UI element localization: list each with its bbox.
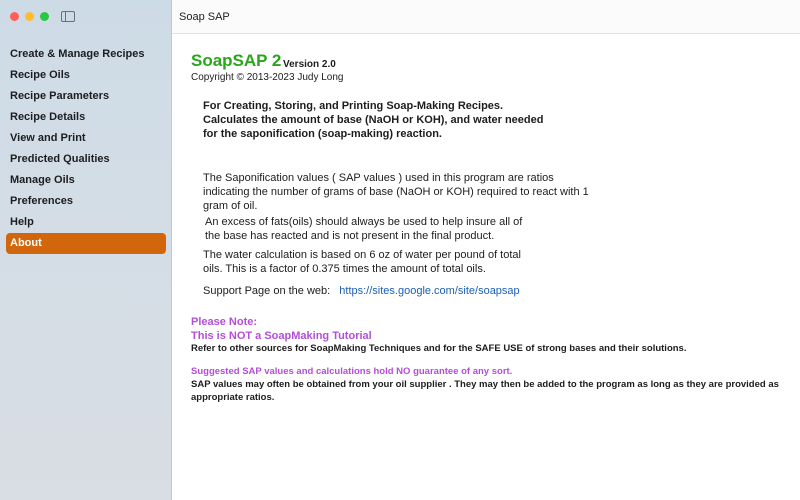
app-version: Version 2.0 bbox=[283, 59, 336, 70]
intro-line: Calculates the amount of base (NaOH or KOH), and water needed bbox=[203, 114, 544, 126]
minimize-window-button[interactable] bbox=[25, 12, 34, 21]
sidebar-item-manage-oils[interactable]: Manage Oils bbox=[10, 174, 75, 186]
title-bar bbox=[172, 0, 800, 34]
sidebar-item-view-and-print[interactable]: View and Print bbox=[10, 132, 86, 144]
copyright-text: Copyright © 2013-2023 Judy Long bbox=[191, 72, 344, 83]
about-panel bbox=[172, 34, 800, 500]
sidebar-item-about[interactable]: About bbox=[6, 233, 166, 254]
support-link[interactable]: https://sites.google.com/site/soapsap bbox=[339, 285, 520, 297]
note-heading bbox=[191, 315, 372, 343]
app-name: SoapSAP 2 bbox=[191, 51, 282, 70]
guarantee-text: Suggested SAP values and calculations hold NO guarantee of any sort. bbox=[191, 366, 513, 377]
sidebar-item-recipe-details[interactable]: Recipe Details bbox=[10, 111, 86, 123]
intro-line: For Creating, Storing, and Printing Soap-Making Recipes. bbox=[203, 100, 504, 112]
support-label: Support Page on the web: bbox=[203, 285, 331, 297]
support-line bbox=[203, 285, 520, 297]
note-body: Refer to other sources for SoapMaking Techniques and for the SAFE USE of strong bases and their solutions. bbox=[191, 343, 687, 354]
note-title: Please Note: bbox=[191, 316, 258, 328]
note-subtitle: This is NOT a SoapMaking Tutorial bbox=[191, 330, 372, 342]
sidebar-item-help[interactable]: Help bbox=[10, 216, 34, 228]
sidebar-item-preferences[interactable]: Preferences bbox=[10, 195, 73, 207]
sap-values-paragraph: The Saponification values ( SAP values ) used in this program are ratios indicating the number of grams of base (NaOH or KOH) required to react with 1 gram of oil. bbox=[203, 172, 589, 212]
sidebar-item-recipe-parameters[interactable]: Recipe Parameters bbox=[10, 90, 110, 102]
close-window-button[interactable] bbox=[10, 12, 19, 21]
sidebar-item-recipe-oils[interactable]: Recipe Oils bbox=[10, 69, 70, 81]
sidebar-item-predicted-qualities[interactable]: Predicted Qualities bbox=[10, 153, 110, 165]
sidebar bbox=[0, 0, 172, 500]
sap-supplier-text: SAP values may often be obtained from your oil supplier . They may then be added to the program as long as they are provided as appropriate ratios. bbox=[191, 379, 779, 403]
sidebar-nav bbox=[6, 44, 166, 254]
window-title: Soap SAP bbox=[179, 11, 230, 23]
excess-fats-paragraph: An excess of fats(oils) should always be used to help insure all of the base has reacted and is not present in the final product. bbox=[205, 216, 523, 242]
intro-text bbox=[203, 99, 583, 141]
zoom-window-button[interactable] bbox=[40, 12, 49, 21]
window-controls bbox=[10, 12, 49, 21]
sidebar-toggle-icon[interactable] bbox=[61, 11, 75, 22]
sidebar-item-create-manage-recipes[interactable]: Create & Manage Recipes bbox=[10, 48, 145, 60]
intro-line: for the saponification (soap-making) reaction. bbox=[203, 128, 442, 140]
water-calculation-paragraph: The water calculation is based on 6 oz of water per pound of total oils. This is a factor of 0.375 times the amount of total oils. bbox=[203, 249, 521, 275]
